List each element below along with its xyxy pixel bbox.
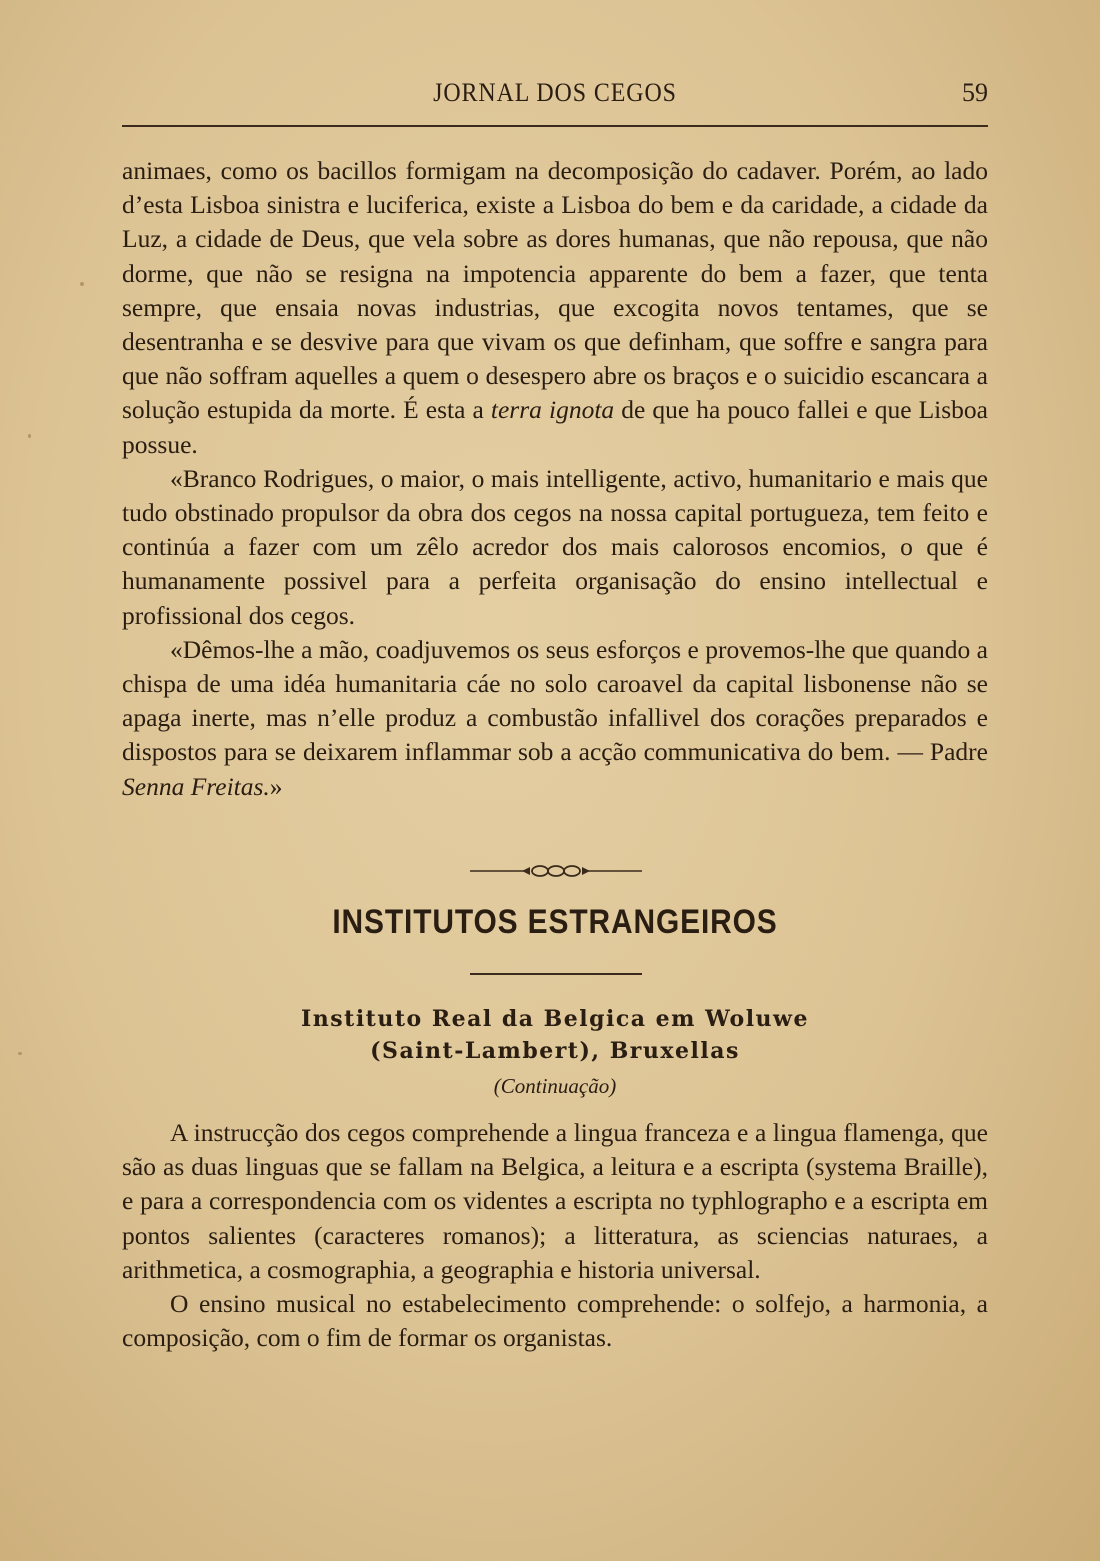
paragraph-text: animaes, como os bacillos formigam na decomposição do cadaver. Porém, ao lado d’esta Lisboa sinistra e luciferica, existe a Lisboa do bem e da caridade, a cidade da Luz, a cidade de Deus, que vela sobre as dores humanas, que não repousa, que não dorme, que não se resigna na impotencia apparente do bem a fazer, que tenta sempre, que ensaia novas industrias, que excogita novos tentames, que se desentranha e se desvive para que vivam os que definham, que soffre e sangra para que não soffram aquelles a quem o desespero abre os braços e o suicidio escancara a solução estupida da morte. É esta a [122, 156, 988, 425]
paragraph: O ensino musical no estabelecimento comprehende: o solfejo, a harmonia, a composição, com o fim de formar os organistas. [122, 1289, 988, 1353]
paragraph-text: de que ha pouco fallei e que Lisboa possue. [122, 395, 988, 459]
paragraph: «Branco Rodrigues, o maior, o mais intelligente, activo, humanitario e mais que tudo obstinado propulsor da obra dos cegos na nossa capital portugueza, tem feito e continúa a fazer com um zêlo acredor dos mais calorosos encomios, o que é humanamente possivel para a perfeita organisação do ensino intellectual e profissional dos cegos. [122, 463, 988, 630]
page-number: 59 [962, 78, 988, 107]
italic-phrase: terra ignota [490, 395, 615, 425]
paper-spot [80, 282, 84, 286]
running-title: JORNAL DOS CEGOS [433, 78, 677, 107]
paragraph [122, 154, 988, 462]
continuation-label: (Continuação) [493, 1074, 617, 1098]
ornament-divider [470, 861, 642, 881]
page-header [122, 78, 988, 114]
article-continuation [122, 154, 988, 804]
institute-heading-line: Instituto Real da Belgica em Woluwe [300, 1006, 809, 1032]
paragraph [122, 633, 988, 804]
section-body [122, 1116, 988, 1355]
institute-heading [122, 1003, 988, 1067]
paper-spot [18, 1052, 22, 1055]
section-title: INSTITUTOS ESTRANGEIROS [332, 903, 778, 941]
paragraph-text: «Dêmos-lhe a mão, coadjuvemos os seus esforços e provemos-lhe que quando a chispa de uma idéa humanitaria cáe no solo caroavel da capital lisbonense não se apaga inerte, mas n’elle produz a combustão infallivel dos corações preparados e dispostos para se deixarem inflammar sob a acção communicativa do bem. — Padre [122, 634, 988, 767]
header-rule [122, 125, 988, 127]
section-rule [470, 973, 642, 975]
paper-spot [28, 434, 31, 438]
institute-heading-line: (Saint-Lambert), Bruxellas [370, 1038, 740, 1064]
paragraph-text: » [269, 771, 283, 801]
author-name: Senna Freitas. [122, 771, 270, 801]
paragraph: A instrucção dos cegos comprehende a lingua franceza e a lingua flamenga, que são as duas linguas que se fallam na Belgica, a leitura e a escripta (systema Braille), e para a correspondencia com os videntes a escripta no typhlographo e a escripta em pontos salientes (caracteres romanos); a litteratura, as sciencias naturaes, a arithmetica, a cosmographia, a geographia e historia universal. [122, 1118, 988, 1284]
